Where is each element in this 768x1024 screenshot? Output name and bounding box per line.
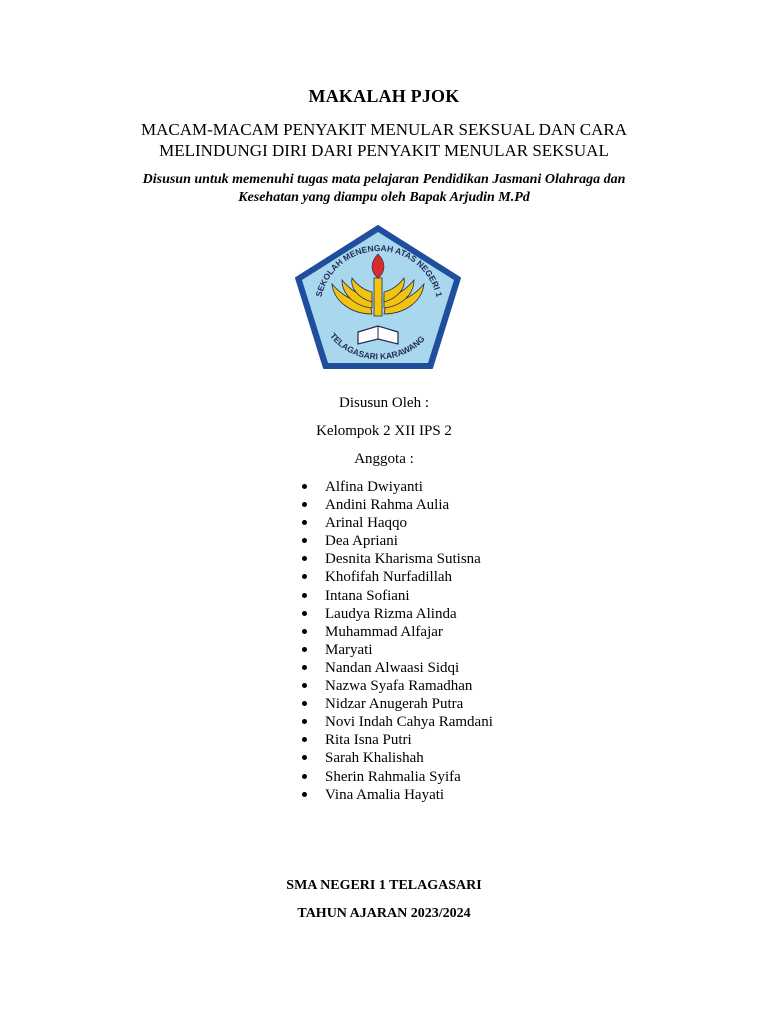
member-name: Andini Rahma Aulia: [325, 497, 450, 514]
list-item: [300, 749, 493, 767]
bullet-icon: [302, 701, 307, 706]
document-subtitle: [0, 119, 768, 161]
member-name: Rita Isna Putri: [325, 732, 412, 749]
list-item: [300, 514, 493, 532]
member-name: Intana Sofiani: [325, 587, 410, 604]
bullet-icon: [302, 647, 307, 652]
purpose-statement: [0, 171, 768, 207]
purpose-line-1: Disusun untuk memenuhi tugas mata pelajaran Pendidikan Jasmani Olahraga dan: [142, 172, 626, 187]
list-item: [300, 568, 493, 586]
bullet-icon: [302, 737, 307, 742]
bullet-icon: [302, 611, 307, 616]
list-item: [300, 478, 493, 496]
compiled-by-label: Disusun Oleh :: [339, 395, 429, 411]
academic-year: TAHUN AJARAN 2023/2024: [297, 906, 471, 921]
subtitle-line-2: MELINDUNGI DIRI DARI PENYAKIT MENULAR SEKSUAL: [159, 141, 609, 160]
logo-text-bottom: TELAGASARI KARAWANG: [328, 330, 427, 362]
member-name: Muhammad Alfajar: [325, 623, 443, 640]
document-title: MAKALAH PJOK: [308, 86, 460, 106]
bullet-icon: [302, 484, 307, 489]
bullet-icon: [302, 719, 307, 724]
list-item: [300, 731, 493, 749]
list-item: [300, 768, 493, 786]
members-list: [300, 478, 493, 804]
list-item: [300, 605, 493, 623]
bullet-icon: [302, 755, 307, 760]
subtitle-line-1: MACAM-MACAM PENYAKIT MENULAR SEKSUAL DAN CARA: [141, 120, 627, 139]
bullet-icon: [302, 593, 307, 598]
bullet-icon: [302, 502, 307, 507]
list-item: [300, 550, 493, 568]
logo-text-top: SEKOLAH MENENGAH ATAS NEGERI 1: [313, 242, 445, 298]
member-name: Nazwa Syafa Ramadhan: [325, 678, 473, 695]
member-name: Maryati: [325, 641, 373, 658]
member-name: Khofifah Nurfadillah: [325, 569, 453, 586]
bullet-icon: [302, 629, 307, 634]
bullet-icon: [302, 792, 307, 797]
purpose-line-2: Kesehatan yang diampu oleh Bapak Arjudin M.Pd: [238, 190, 530, 205]
member-name: Sarah Khalishah: [325, 750, 424, 767]
bullet-icon: [302, 774, 307, 779]
list-item: [300, 587, 493, 605]
bullet-icon: [302, 683, 307, 688]
list-item: [300, 786, 493, 804]
list-item: [300, 677, 493, 695]
list-item: [300, 695, 493, 713]
bullet-icon: [302, 520, 307, 525]
list-item: [300, 641, 493, 659]
bullet-icon: [302, 574, 307, 579]
member-name: Nandan Alwaasi Sidqi: [325, 659, 460, 676]
members-label: Anggota :: [354, 451, 414, 467]
list-item: [300, 496, 493, 514]
school-name: SMA NEGERI 1 TELAGASARI: [286, 878, 482, 893]
logo-torch-handle: [374, 278, 382, 316]
member-name: Desnita Kharisma Sutisna: [325, 551, 481, 568]
member-name: Nidzar Anugerah Putra: [325, 696, 464, 713]
member-name: Arinal Haqqo: [325, 515, 408, 532]
bullet-icon: [302, 538, 307, 543]
group-name: Kelompok 2 XII IPS 2: [316, 423, 452, 439]
list-item: [300, 623, 493, 641]
member-name: Novi Indah Cahya Ramdani: [325, 714, 493, 731]
school-logo: [292, 222, 464, 372]
member-name: Laudya Rizma Alinda: [325, 605, 457, 622]
member-name: Sherin Rahmalia Syifa: [325, 768, 461, 785]
list-item: [300, 659, 493, 677]
bullet-icon: [302, 665, 307, 670]
member-name: Alfina Dwiyanti: [325, 479, 423, 495]
list-item: [300, 532, 493, 550]
list-item: [300, 713, 493, 731]
bullet-icon: [302, 556, 307, 561]
member-name: Dea Apriani: [325, 533, 398, 550]
member-name: Vina Amalia Hayati: [325, 786, 445, 803]
